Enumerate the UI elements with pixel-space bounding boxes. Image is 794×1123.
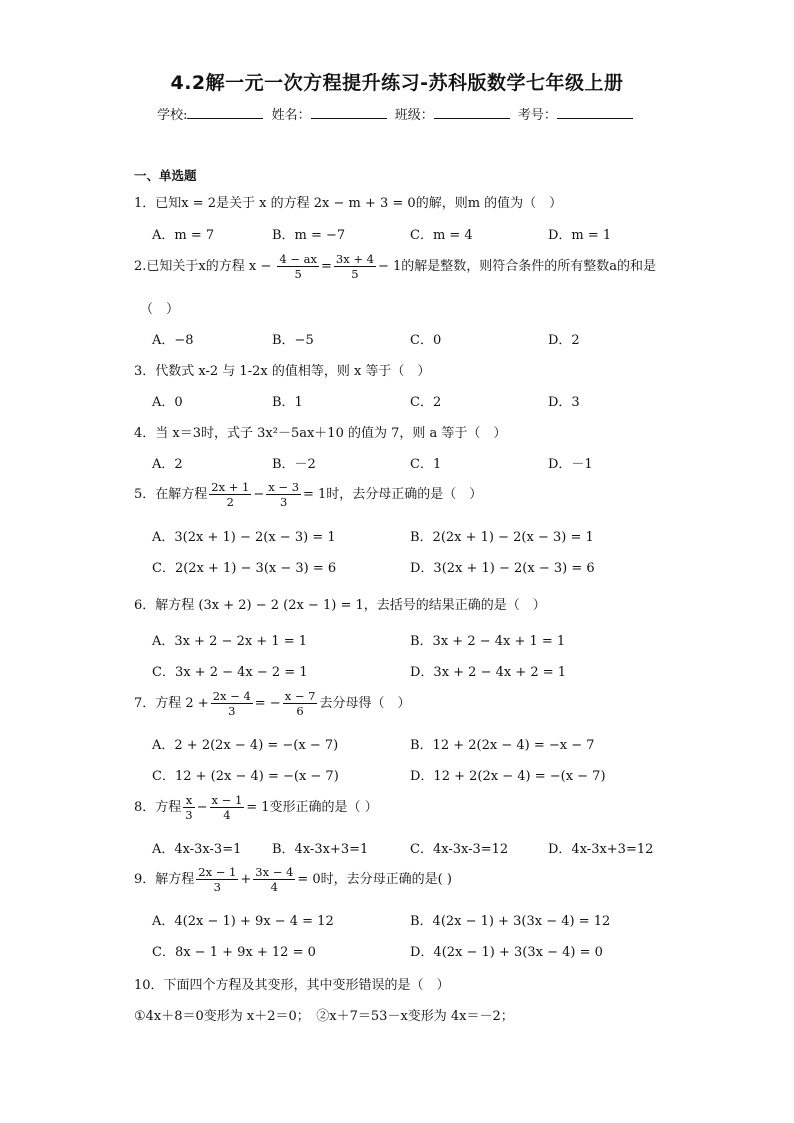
question-1-stem: 1．已知x = 2是关于 x 的方程 2x − m + 3 = 0的解，则m 的值为（ ） bbox=[134, 196, 563, 211]
question-5-option-d: D．3(2x + 1) − 2(x − 3) = 6 bbox=[410, 561, 595, 576]
page-title: 4.2解一元一次方程提升练习-苏科版数学七年级上册 bbox=[170, 72, 624, 94]
fraction-denominator: 5 bbox=[351, 267, 359, 281]
fraction-numerator: 3x + 4 bbox=[335, 252, 374, 266]
question-10-stem: 10．下面四个方程及其变形，其中变形错误的是（ ） bbox=[134, 978, 450, 993]
question-3-option-d: D．3 bbox=[548, 395, 580, 410]
question-9-text-b: = 0时，去分母正确的是( ) bbox=[297, 872, 452, 887]
question-5-text-b: = 1时，去分母正确的是（ ） bbox=[303, 487, 483, 502]
question-7-option-d: D．12 + 2(2x − 4) = −(x − 7) bbox=[410, 769, 606, 784]
school-blank[interactable] bbox=[187, 106, 263, 119]
question-6-option-c: C．3x + 2 − 4x − 2 = 1 bbox=[152, 665, 308, 680]
question-8-text-a: 8．方程 bbox=[134, 800, 182, 815]
question-9-option-a: A．4(2x − 1) + 9x − 4 = 12 bbox=[152, 914, 334, 929]
question-2-paren: （ ） bbox=[140, 302, 180, 317]
question-2-option-c: C．0 bbox=[410, 333, 442, 348]
name-blank[interactable] bbox=[311, 106, 387, 119]
question-4-stem: 4．当 x＝3时，式子 3x²－5ax＋10 的值为 7，则 a 等于（ ） bbox=[134, 426, 507, 441]
question-5-operator: − bbox=[253, 487, 265, 502]
fraction-denominator: 3 bbox=[228, 704, 236, 718]
fraction-denominator: 4 bbox=[270, 880, 278, 894]
question-7-fraction-1 bbox=[211, 689, 253, 718]
question-9-option-b: B．4(2x − 1) + 3(3x − 4) = 12 bbox=[410, 914, 611, 929]
question-5-stem bbox=[134, 480, 482, 509]
question-9-text-a: 9．解方程 bbox=[134, 872, 195, 887]
question-4-option-d: D．－1 bbox=[548, 457, 593, 472]
section-heading: 一、单选题 bbox=[134, 168, 197, 183]
question-1-option-c: C．m = 4 bbox=[410, 228, 473, 243]
question-2-fraction-2 bbox=[334, 252, 376, 281]
question-1-option-d: D．m = 1 bbox=[548, 228, 612, 243]
question-5-fraction-1 bbox=[209, 480, 251, 509]
fraction-denominator: 2 bbox=[226, 495, 234, 509]
question-8-option-a: A．4x-3x-3=1 bbox=[152, 842, 242, 857]
fraction-denominator: 3 bbox=[279, 495, 288, 509]
question-9-option-c: C．8x − 1 + 9x + 12 = 0 bbox=[152, 945, 316, 960]
question-7-fraction-2 bbox=[283, 689, 318, 718]
question-8-option-d: D．4x-3x+3=12 bbox=[548, 842, 654, 857]
question-8-operator: − bbox=[196, 800, 208, 815]
fraction-numerator: 3x − 4 bbox=[255, 865, 294, 879]
fraction-denominator: 4 bbox=[223, 808, 231, 822]
number-label: 考号： bbox=[517, 108, 557, 123]
question-7-operator: = − bbox=[254, 696, 281, 711]
question-8-fraction-1 bbox=[183, 793, 194, 822]
question-3-option-a: A．0 bbox=[152, 395, 183, 410]
question-2-text-b: x的方程 x − bbox=[198, 259, 272, 274]
question-6-option-b: B．3x + 2 − 4x + 1 = 1 bbox=[410, 634, 566, 649]
question-2-fraction-1 bbox=[277, 252, 319, 281]
question-2-equals: = bbox=[320, 259, 332, 274]
question-8-text-b: = 1变形正确的是（ ） bbox=[246, 800, 378, 815]
question-2-option-a: A．−8 bbox=[152, 333, 194, 348]
fraction-numerator: 2x − 1 bbox=[198, 865, 237, 879]
question-2-text-c: − 1的解是整数，则符合条件的所有整数a的和是 bbox=[377, 259, 657, 274]
question-7-text-b: 去分母得（ ） bbox=[319, 696, 411, 711]
question-5-option-a: A．3(2x + 1) − 2(x − 3) = 1 bbox=[152, 530, 336, 545]
question-2-option-b: B．−5 bbox=[272, 333, 314, 348]
question-5-option-b: B．2(2x + 1) − 2(x − 3) = 1 bbox=[410, 530, 594, 545]
fraction-denominator: 3 bbox=[185, 808, 193, 822]
question-9-stem bbox=[134, 865, 452, 894]
fraction-denominator: 3 bbox=[213, 880, 221, 894]
number-blank[interactable] bbox=[557, 106, 633, 119]
question-8-stem bbox=[134, 793, 378, 822]
school-label: 学校: bbox=[157, 108, 188, 123]
question-2-stem bbox=[134, 252, 656, 281]
fraction-numerator: x − 7 bbox=[284, 689, 316, 703]
question-4-option-a: A．2 bbox=[152, 457, 183, 472]
question-6-option-a: A．3x + 2 − 2x + 1 = 1 bbox=[152, 634, 308, 649]
question-8-option-b: B．4x-3x+3=1 bbox=[272, 842, 369, 857]
question-5-text-a: 5．在解方程 bbox=[134, 487, 208, 502]
fraction-numerator: 4 − ax bbox=[279, 252, 317, 266]
question-8-fraction-2 bbox=[210, 793, 245, 822]
class-label: 班级： bbox=[394, 108, 434, 123]
student-info-line bbox=[0, 104, 794, 123]
question-6-stem: 6．解方程 (3x + 2) − 2 (2x − 1) = 1，去括号的结果正确的是（ ） bbox=[134, 598, 546, 613]
question-7-option-b: B．12 + 2(2x − 4) = −x − 7 bbox=[410, 738, 595, 753]
fraction-denominator: 6 bbox=[296, 704, 304, 718]
fraction-numerator: 2x + 1 bbox=[211, 480, 250, 494]
name-label: 姓名： bbox=[271, 108, 311, 123]
fraction-numerator: x bbox=[183, 793, 194, 808]
question-5-option-c: C．2(2x + 1) − 3(x − 3) = 6 bbox=[152, 561, 337, 576]
question-6-option-d: D．3x + 2 − 4x + 2 = 1 bbox=[410, 665, 567, 680]
question-4-option-c: C．1 bbox=[410, 457, 442, 472]
question-3-option-c: C．2 bbox=[410, 395, 442, 410]
fraction-numerator: x − 3 bbox=[268, 480, 300, 494]
question-5-fraction-2 bbox=[266, 480, 301, 509]
question-8-option-c: C．4x-3x-3=12 bbox=[410, 842, 509, 857]
question-9-fraction-1 bbox=[196, 865, 238, 894]
question-1-option-b: B．m = −7 bbox=[272, 228, 346, 243]
fraction-numerator: 2x − 4 bbox=[212, 689, 251, 703]
question-1-option-a: A．m = 7 bbox=[152, 228, 215, 243]
question-7-option-c: C．12 + (2x − 4) = −(x − 7) bbox=[152, 769, 339, 784]
question-9-operator: + bbox=[240, 872, 252, 887]
question-7-stem bbox=[134, 689, 410, 718]
question-9-fraction-2 bbox=[253, 865, 295, 894]
question-7-text-a: 7．方程 2 + bbox=[134, 696, 209, 711]
fraction-denominator: 5 bbox=[294, 267, 302, 281]
question-4-option-b: B．－2 bbox=[272, 457, 316, 472]
question-2-text-a: 2.已知关于 bbox=[134, 259, 199, 274]
question-10-transformations: ①4x＋8＝0变形为 x＋2＝0； ②x＋7＝53－x变形为 4x＝－2； bbox=[134, 1009, 514, 1024]
fraction-numerator: x − 1 bbox=[211, 793, 243, 807]
question-3-option-b: B．1 bbox=[272, 395, 303, 410]
question-7-option-a: A．2 + 2(2x − 4) = −(x − 7) bbox=[152, 738, 339, 753]
question-3-stem: 3．代数式 x-2 与 1-2x 的值相等，则 x 等于（ ） bbox=[134, 364, 431, 379]
class-blank[interactable] bbox=[434, 106, 510, 119]
question-9-option-d: D．4(2x − 1) + 3(3x − 4) = 0 bbox=[410, 945, 603, 960]
question-2-option-d: D．2 bbox=[548, 333, 580, 348]
